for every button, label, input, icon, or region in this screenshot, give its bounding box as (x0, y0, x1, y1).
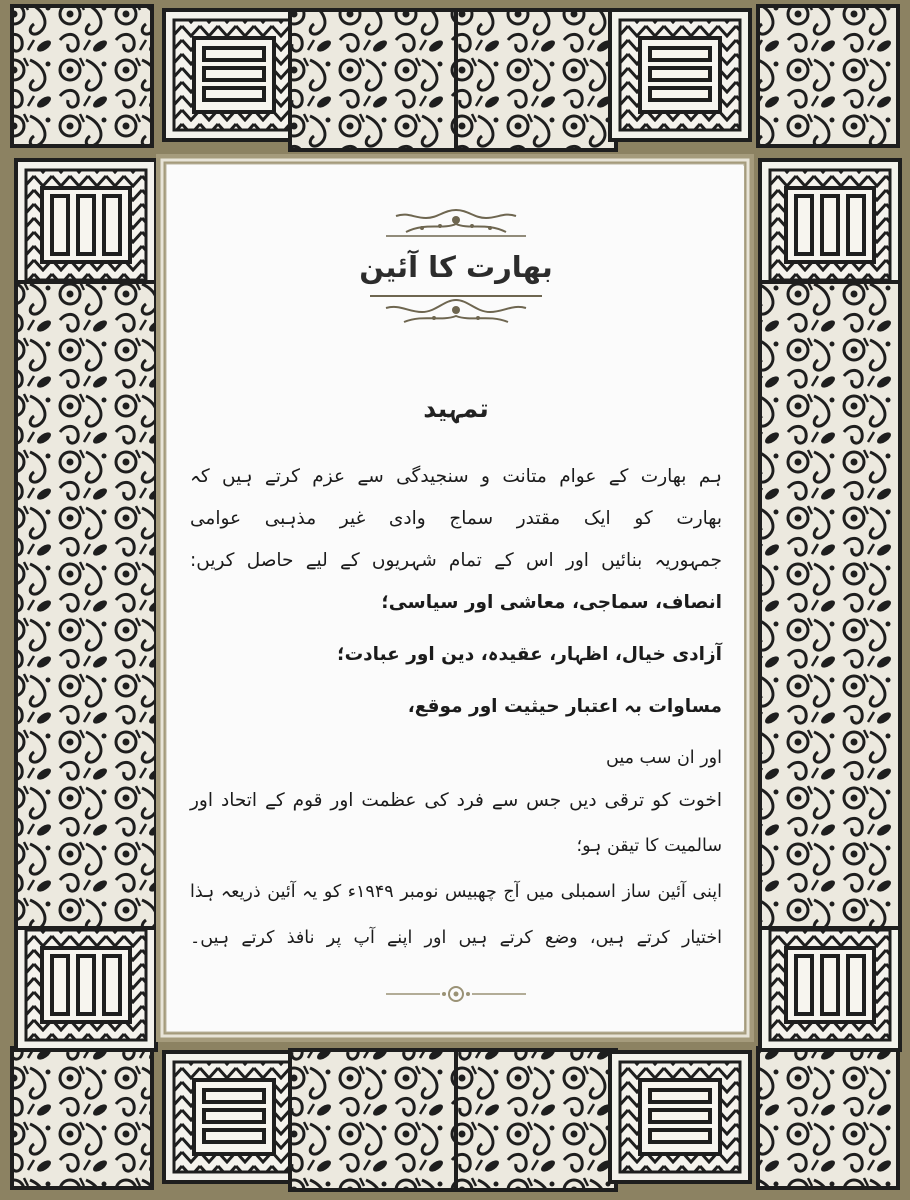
preamble-line-6: مساوات بہ اعتبار حیثیت اور موقع، (407, 696, 722, 717)
preamble-line-8: اخوت کو ترقی دیں جس سے فرد کی عظمت اور قوم کے اتحاد اور (190, 790, 722, 811)
document-title: بھارت کا آئین (359, 250, 553, 284)
preamble-heading: تمہید (423, 394, 489, 423)
preamble-line-9: سالمیت کا تیقن ہو؛ (576, 836, 722, 856)
preamble-line-1: ہم بھارت کے عوام متانت و سنجیدگی سے عزم کرتے ہیں کہ (190, 466, 722, 487)
preamble-line-11: اختیار کرتے ہیں، وضع کرتے ہیں اور اپنے آپ پر نافذ کرتے ہیں۔ (190, 928, 722, 948)
preamble-line-5: آزادی خیال، اظہار، عقیدہ، دین اور عبادت؛ (337, 644, 722, 665)
title-ornament (364, 292, 548, 328)
top-ornament (386, 206, 526, 240)
bottom-ornament (386, 982, 526, 1006)
preamble-line-10: اپنی آئین ساز اسمبلی میں آج چھبیس نومبر ۱۹۴۹ء کو یہ آئین ذریعہ ہذا (190, 882, 722, 902)
preamble-page (168, 166, 744, 1030)
preamble-line-2: بھارت کو ایک مقتدر سماج وادی غیر مذہبی عوامی (190, 508, 722, 529)
preamble-line-3: جمہوریہ بنائیں اور اس کے تمام شہریوں کے لیے حاصل کریں: (190, 550, 722, 571)
preamble-line-7: اور ان سب میں (606, 748, 722, 768)
preamble-line-4: انصاف، سماجی، معاشی اور سیاسی؛ (381, 592, 722, 613)
